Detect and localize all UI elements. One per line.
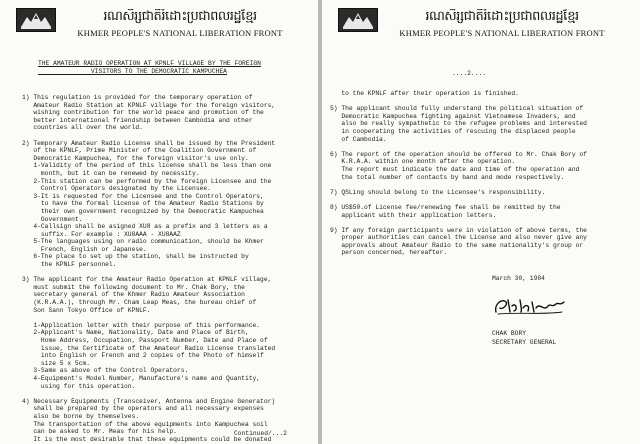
body-line: 3-Same as above of the Control Operators. [22,367,189,375]
body-line: issue, the Certificate of the Amateur Radio License translated [22,344,276,352]
body-line: their own government recognized by the Democratic Kampuchea [22,207,264,215]
body-line: 1-Validity of the period of this license shall be less than one [22,162,272,170]
body-line: using for this operation. [22,382,136,390]
body-line: to have the formal license of the Amateur Radio Stations by [22,200,264,208]
body-line: can be asked to Mr. Meas for his help. [22,428,177,436]
body-line: 6-The place to set up the station, shall be instructed by [22,253,249,261]
letter-date: March 30, 1984 [492,275,545,282]
body-line: the KPNLF personnel. [22,261,117,269]
body-line: 4) Necessary Equipments (Transceiver, Antenna and Engine Generator) [22,397,276,405]
body-line: also be borne by themselves. [22,412,140,420]
body-line: must submit the following document to Mr. Chak Bory, the [22,283,245,291]
body-line: into English or French and 2 copies of the Photo of himself [22,352,264,360]
body-line: of the KPNLF, Prime Minister of the Coalition Government of [22,147,257,155]
kpnlf-emblem-logo [338,8,378,32]
body-line: size 5 x 5cm. [22,359,91,367]
body-line: the total number of contacts by band and mode respectively. [330,173,565,181]
document-title [38,60,261,75]
title-line: THE AMATEUR RADIO OPERATION AT KPNLF VILLAGE BY THE FOREIGN [38,60,261,67]
title-line: VISITORS TO THE DEMOCRATIC KAMPUCHEA [38,67,227,75]
body-line: wishing contribution for the world peace and promotion of the [22,109,264,117]
page2-body [330,90,587,257]
kpnlf-emblem-logo [16,8,56,32]
body-line: 5-The languages using on radio communication, should be Khmer [22,238,264,246]
body-line: of Cambodia. [330,135,387,143]
body-line: (K.R.A.A.), through Mr. Cham Leap Meas, the bureau chief of [22,299,257,307]
signer-title: SECRETARY GENERAL [492,339,557,346]
body-line: 6) The report of the operation should be offered to Mr. Chak Bory of [330,150,587,158]
body-line: K.R.A.A. within one month after the operation. [330,158,516,166]
body-line: The report must indicate the date and time of the operation and [330,165,580,173]
body-line: month, but it can be renewed by necessity. [22,169,200,177]
body-line: 1) This regulation is provided for the temporary operation of [22,94,253,101]
org-name-english: KHMER PEOPLE'S NATIONAL LIBERATION FRONT [77,28,283,38]
body-line: also be really sympathetic to the refugee problems and interested [330,120,587,128]
body-line: 3) The applicant for the Amateur Radio Operation at KPNLF village, [22,276,272,284]
document-page-2 [322,0,640,444]
body-line: better international friendship between Cambodia and other [22,116,253,124]
body-line: approvals about Amateur Radio to the same nationality's group or [330,241,584,249]
org-name-khmer: រណសិរ្សជាតិរំដោះប្រជាពលរដ្ឋខ្មែរ [425,9,579,24]
handwritten-signature [490,290,570,320]
body-line: 4-Equipment's Model Number, Manufacture's name and Quantity, [22,374,261,382]
body-line: The transportation of the above equipments into Kampuchea soil [22,420,268,428]
body-line: 2-This station can be performed by the foreign Licensee and the [22,177,272,185]
body-line: 9) If any foreign participants were in violation of above terms, the [330,226,587,234]
continued-marker: Continued/...2 [234,430,287,437]
body-line: to the KPNLF after their operation is finished. [330,90,519,97]
body-line: Democratic Kampuchea fighting against Vietnamese Invaders, and [330,112,576,120]
document-page-1 [0,0,318,444]
page1-body [22,94,275,443]
body-line: shall be prepared by the operators and all necessary expenses [22,405,264,413]
signer-name: CHAK BORY [492,330,527,337]
body-line: Government. [22,215,83,223]
body-line: 4-Callsign shall be asigned XU8 as a prefix and 3 letters as a [22,223,268,231]
body-line: Amateur Radio Station at KPNLF village for the foreign visitors, [22,101,276,109]
body-line: It is the most desirable that these equipments could be donated [22,435,272,443]
org-name-khmer: រណសិរ្សជាតិរំដោះប្រជាពលរដ្ឋខ្មែរ [103,9,257,24]
body-line: 2-Applicant's Name, Nationality, Date and Place of Birth, [22,329,249,337]
body-line: Son Sann Tokyo Office of KPNLF. [22,306,151,314]
page-number: ....2.... [452,70,487,77]
body-line: Democratic Kampuchea, for the foreign visitor's use only. [22,154,249,162]
body-line: person concerned, hereafter. [330,249,448,257]
body-line: suffix. For example : XU8AAA - XU8AAZ [22,230,181,238]
body-line: 1-Application letter with their purpose of this performance. [22,321,261,329]
org-name-english: KHMER PEOPLE'S NATIONAL LIBERATION FRONT [399,28,605,38]
body-line: in cooperating the activities of rescuing the displaced people [330,127,576,135]
body-line: 3-It is requested for the Licensee and the Control Operators, [22,192,264,200]
body-line: countries all over the world. [22,124,143,132]
body-line: 7) QSLing should belong to the Licensee's responsibility. [330,188,546,196]
body-line: proper authorities can cancel the License and also never give any [330,234,587,242]
body-line: 5) The applicant should fully understand the political situation of [330,105,584,113]
body-line: Control Operators designated by the Licensee. [22,185,211,193]
body-line: French, English or Japanese. [22,245,147,253]
body-line: 2) Temporary Amateur Radio License shall be issued by the President [22,139,276,147]
body-line: secretary general of the Khmer Radio Amateur Association [22,291,245,299]
body-line: Home Address, Occupation, Passport Number, Date and Place of [22,337,268,344]
body-line: 8) US$50.of License fee/renewing fee shall be remitted by the [330,203,561,211]
body-line: applicant with their application letters. [330,211,497,219]
